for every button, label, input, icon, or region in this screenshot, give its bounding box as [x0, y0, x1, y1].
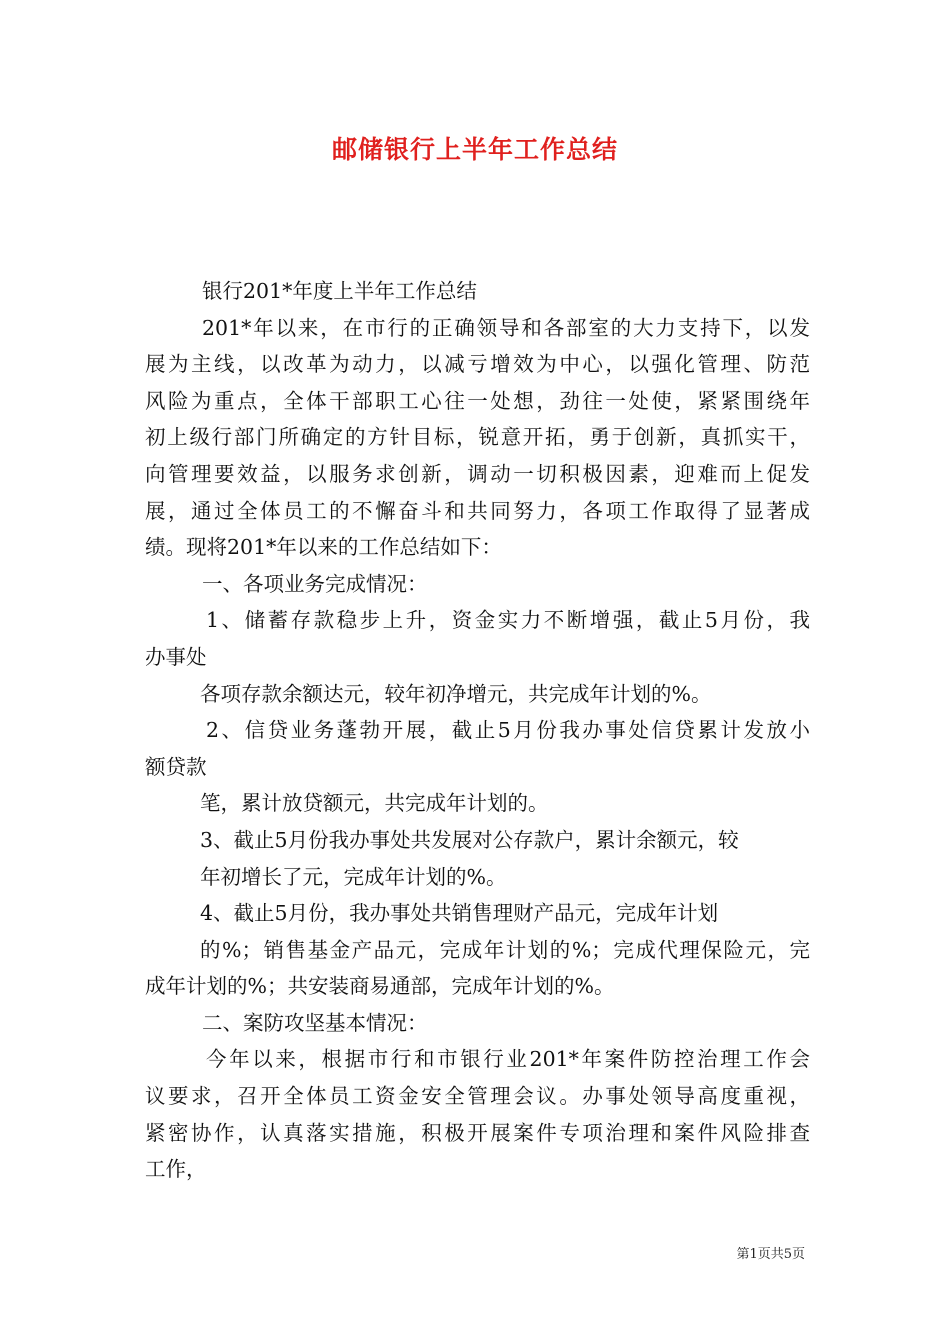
- page-number-footer: 第1页共5页: [736, 1247, 805, 1262]
- paragraph-line: 银行201*年度上半年工作总结: [202, 279, 477, 303]
- paragraph-line: 笔，累计放贷额元，共完成年计划的。: [200, 791, 549, 816]
- paragraph-line: 年初增长了元，完成年计划的%。: [200, 864, 507, 889]
- paragraph-line: 展，通过全体员工的不懈奋斗和共同努力，各项工作取得了显著成: [145, 498, 810, 523]
- paragraph-line: 各项存款余额达元，较年初净增元，共完成年计划的%。: [200, 681, 712, 706]
- paragraph-line: 201*年以来，在市行的正确领导和各部室的大力支持下，以发: [202, 315, 810, 340]
- paragraph-line: 今年以来，根据市行和市银行业201*年案件防控治理工作会: [206, 1047, 810, 1072]
- paragraph-line: 成年计划的%；共安装商易通部，完成年计划的%。: [145, 974, 615, 999]
- paragraph-line: 绩。现将201*年以来的工作总结如下：: [145, 535, 502, 560]
- document-title: 邮储银行上半年工作总结: [331, 135, 618, 164]
- paragraph-line: 风险为重点，全体干部职工心往一处想，劲往一处使，紧紧围绕年: [145, 388, 810, 413]
- paragraph-line: 议要求，召开全体员工资金安全管理会议。办事处领导高度重视，: [145, 1084, 810, 1109]
- paragraph-line: 2、信贷业务蓬勃开展，截止5月份我办事处信贷累计发放小: [206, 718, 810, 743]
- section-heading: 一、各项业务完成情况：: [202, 571, 428, 596]
- paragraph-line: 3、截止5月份我办事处共发展对公存款户，累计余额元，较: [200, 827, 739, 852]
- paragraph-line: 的%；销售基金产品元，完成年计划的%；完成代理保险元，完: [200, 937, 810, 962]
- paragraph-line: 展为主线，以改革为动力，以减亏增效为中心，以强化管理、防范: [145, 352, 810, 377]
- paragraph-line: 4、截止5月份，我办事处共销售理财产品元，完成年计划: [200, 901, 719, 926]
- paragraph-line: 额贷款: [145, 754, 207, 779]
- paragraph-line: 紧密协作，认真落实措施，积极开展案件专项治理和案件风险排查: [145, 1120, 810, 1145]
- paragraph-line: 工作，: [145, 1157, 207, 1182]
- paragraph-line: 初上级行部门所确定的方针目标，锐意开拓，勇于创新，真抓实干，: [145, 425, 810, 450]
- paragraph-line: 1、储蓄存款稳步上升，资金实力不断增强，截止5月份，我: [206, 608, 810, 633]
- paragraph-line: 办事处: [145, 644, 207, 669]
- section-heading: 二、案防攻坚基本情况：: [202, 1010, 428, 1035]
- document-body: [145, 273, 810, 1188]
- paragraph-line: 向管理要效益，以服务求创新，调动一切积极因素，迎难而上促发: [145, 461, 810, 486]
